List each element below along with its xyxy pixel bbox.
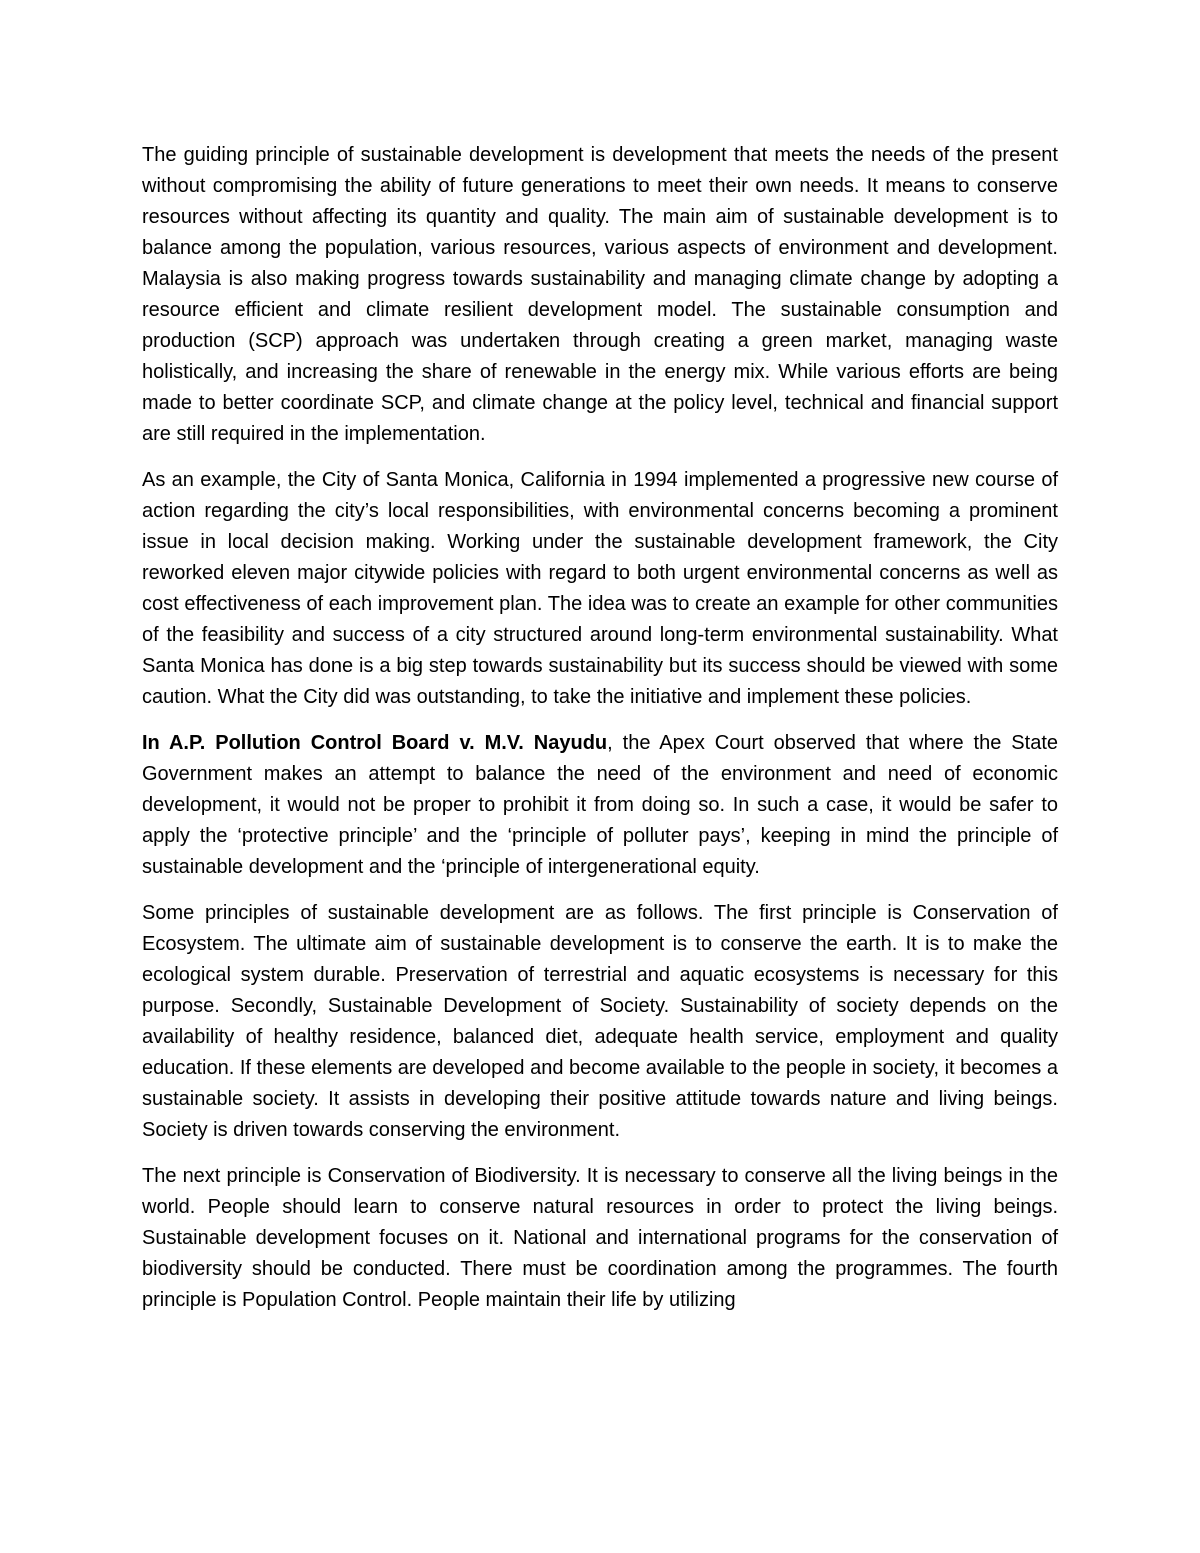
paragraph-biodiversity-population: [142, 1161, 1058, 1316]
document-page: [142, 140, 1058, 1331]
paragraph-principles-list: [142, 898, 1058, 1146]
paragraph-santa-monica-example: [142, 465, 1058, 713]
paragraph-sustainable-development-definition: [142, 140, 1058, 450]
paragraph-text: The next principle is Conservation of Biodiversity. It is necessary to conserve all the living beings in the world. People should learn to conserve natural resources in order to protect the living beings. Sustainable development focuses on it. National and international programs for the conservation of biodiversity should be conducted. There must be coordination among the programmes. The fourth principle is Population Control. People maintain their life by utilizing: [142, 1165, 1058, 1311]
paragraph-text: As an example, the City of Santa Monica, California in 1994 implemented a progressive new course of action regarding the city’s local responsibilities, with environmental concerns becoming a prominent issue in local decision making. Working under the sustainable development framework, the City reworked eleven major citywide policies with regard to both urgent environmental concerns as well as cost effectiveness of each improvement plan. The idea was to create an example for other communities of the feasibility and success of a city structured around long-term environmental sustainability. What Santa Monica has done is a big step towards sustainability but its success should be viewed with some caution. What the City did was outstanding, to take the initiative and implement these policies.: [142, 469, 1058, 708]
paragraph-text: The guiding principle of sustainable development is development that meets the needs of the present without compromising the ability of future generations to meet their own needs. It means to conserve resources without affecting its quantity and quality. The main aim of sustainable development is to balance among the population, various resources, various aspects of environment and development. Malaysia is also making progress towards sustainability and managing climate change by adopting a resource efficient and climate resilient development model. The sustainable consumption and production (SCP) approach was undertaken through creating a green market, managing waste holistically, and increasing the share of renewable in the energy mix. While various efforts are being made to better coordinate SCP, and climate change at the policy level, technical and financial support are still required in the implementation.: [142, 144, 1058, 445]
paragraph-text: , the Apex Court observed that where the State Government makes an attempt to balance the need of the environment and need of economic development, it would not be proper to prohibit it from doing so. In such a case, it would be safer to apply the ‘protective principle’ and the ‘principle of polluter pays’, keeping in mind the principle of sustainable development and the ‘principle of intergenerational equity.: [142, 732, 1058, 878]
paragraph-text: Some principles of sustainable development are as follows. The first principle is Conservation of Ecosystem. The ultimate aim of sustainable development is to conserve the earth. It is to make the ecological system durable. Preservation of terrestrial and aquatic ecosystems is necessary for this purpose. Secondly, Sustainable Development of Society. Sustainability of society depends on the availability of healthy residence, balanced diet, adequate health service, employment and quality education. If these elements are developed and become available to the people in society, it becomes a sustainable society. It assists in developing their positive attitude towards nature and living beings. Society is driven towards conserving the environment.: [142, 902, 1058, 1141]
case-citation: In A.P. Pollution Control Board v. M.V. Nayudu: [142, 732, 608, 754]
paragraph-case-law: [142, 728, 1058, 883]
